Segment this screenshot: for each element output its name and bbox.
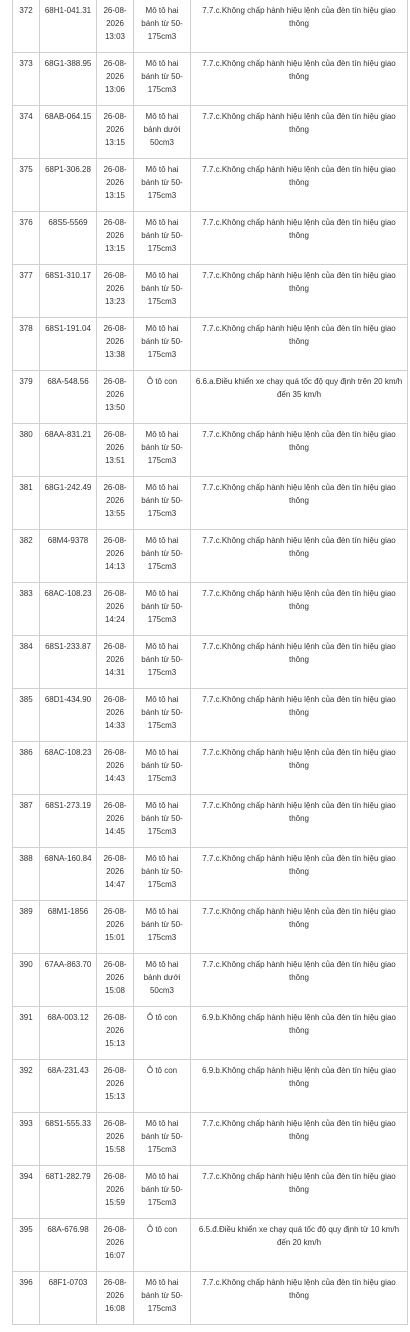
table-row: [13, 53, 408, 106]
table-row: [13, 1166, 408, 1219]
violation-description-cell: 7.7.c.Không chấp hành hiệu lệnh của đèn tín hiệu giao thông: [191, 689, 408, 742]
violation-description-cell: 7.7.c.Không chấp hành hiệu lệnh của đèn tín hiệu giao thông: [191, 795, 408, 848]
violation-time-cell: 26-08-2026 14:47: [97, 848, 134, 901]
vehicle-type-cell: Mô tô hai bánh từ 50-175cm3: [134, 159, 191, 212]
row-number-cell: 377: [13, 265, 40, 318]
violation-time-cell: 26-08-2026 15:08: [97, 954, 134, 1007]
table-row: [13, 1219, 408, 1272]
violation-time-cell: 26-08-2026 15:13: [97, 1007, 134, 1060]
row-number-cell: 384: [13, 636, 40, 689]
license-plate-cell: 68P1-306.28: [40, 159, 97, 212]
table-row: [13, 583, 408, 636]
table-row: [13, 424, 408, 477]
violation-time-cell: 26-08-2026 13:06: [97, 53, 134, 106]
license-plate-cell: 68M4-9378: [40, 530, 97, 583]
license-plate-cell: 68M1-1856: [40, 901, 97, 954]
license-plate-cell: 68NA-160.84: [40, 848, 97, 901]
vehicle-type-cell: Mô tô hai bánh từ 50-175cm3: [134, 0, 191, 53]
vehicle-type-cell: Mô tô hai bánh từ 50-175cm3: [134, 1272, 191, 1325]
row-number-cell: 376: [13, 212, 40, 265]
license-plate-cell: 68T1-282.79: [40, 1166, 97, 1219]
vehicle-type-cell: Mô tô hai bánh từ 50-175cm3: [134, 424, 191, 477]
violation-time-cell: 26-08-2026 15:59: [97, 1166, 134, 1219]
row-number-cell: 383: [13, 583, 40, 636]
license-plate-cell: 68H1-041.31: [40, 0, 97, 53]
vehicle-type-cell: Mô tô hai bánh từ 50-175cm3: [134, 742, 191, 795]
license-plate-cell: 67AA-863.70: [40, 954, 97, 1007]
violation-description-cell: 7.7.c.Không chấp hành hiệu lệnh của đèn tín hiệu giao thông: [191, 848, 408, 901]
violation-description-cell: 7.7.c.Không chấp hành hiệu lệnh của đèn tín hiệu giao thông: [191, 0, 408, 53]
license-plate-cell: 68S1-233.87: [40, 636, 97, 689]
row-number-cell: 372: [13, 0, 40, 53]
violation-description-cell: 7.7.c.Không chấp hành hiệu lệnh của đèn tín hiệu giao thông: [191, 636, 408, 689]
vehicle-type-cell: Ô tô con: [134, 371, 191, 424]
row-number-cell: 382: [13, 530, 40, 583]
vehicle-type-cell: Mô tô hai bánh từ 50-175cm3: [134, 318, 191, 371]
table-row: [13, 477, 408, 530]
row-number-cell: 386: [13, 742, 40, 795]
violation-time-cell: 26-08-2026 13:15: [97, 106, 134, 159]
violation-description-cell: 7.7.c.Không chấp hành hiệu lệnh của đèn tín hiệu giao thông: [191, 424, 408, 477]
vehicle-type-cell: Mô tô hai bánh từ 50-175cm3: [134, 212, 191, 265]
row-number-cell: 388: [13, 848, 40, 901]
violation-description-cell: 7.7.c.Không chấp hành hiệu lệnh của đèn tín hiệu giao thông: [191, 954, 408, 1007]
license-plate-cell: 68S1-310.17: [40, 265, 97, 318]
violation-description-cell: 7.7.c.Không chấp hành hiệu lệnh của đèn tín hiệu giao thông: [191, 901, 408, 954]
table-row: [13, 265, 408, 318]
table-row: [13, 159, 408, 212]
vehicle-type-cell: Ô tô con: [134, 1060, 191, 1113]
violation-time-cell: 26-08-2026 14:24: [97, 583, 134, 636]
row-number-cell: 387: [13, 795, 40, 848]
table-row: [13, 371, 408, 424]
violation-description-cell: 6.5.đ.Điều khiển xe chạy quá tốc độ quy định từ 10 km/h đến 20 km/h: [191, 1219, 408, 1272]
violation-time-cell: 26-08-2026 13:51: [97, 424, 134, 477]
violation-description-cell: 7.7.c.Không chấp hành hiệu lệnh của đèn tín hiệu giao thông: [191, 53, 408, 106]
table-row: [13, 954, 408, 1007]
row-number-cell: 379: [13, 371, 40, 424]
violation-description-cell: 7.7.c.Không chấp hành hiệu lệnh của đèn tín hiệu giao thông: [191, 265, 408, 318]
license-plate-cell: 68S1-555.33: [40, 1113, 97, 1166]
row-number-cell: 394: [13, 1166, 40, 1219]
vehicle-type-cell: Mô tô hai bánh dưới 50cm3: [134, 954, 191, 1007]
violation-time-cell: 26-08-2026 14:43: [97, 742, 134, 795]
violation-description-cell: 6.6.a.Điều khiển xe chạy quá tốc độ quy định trên 20 km/h đến 35 km/h: [191, 371, 408, 424]
license-plate-cell: 68S1-191.04: [40, 318, 97, 371]
table-row: [13, 795, 408, 848]
violation-time-cell: 26-08-2026 13:03: [97, 0, 134, 53]
row-number-cell: 380: [13, 424, 40, 477]
violation-time-cell: 26-08-2026 13:55: [97, 477, 134, 530]
table-row: [13, 530, 408, 583]
violation-time-cell: 26-08-2026 13:38: [97, 318, 134, 371]
vehicle-type-cell: Mô tô hai bánh từ 50-175cm3: [134, 795, 191, 848]
license-plate-cell: 68D1-434.90: [40, 689, 97, 742]
table-row: [13, 318, 408, 371]
row-number-cell: 378: [13, 318, 40, 371]
table-row: [13, 1007, 408, 1060]
violation-description-cell: 7.7.c.Không chấp hành hiệu lệnh của đèn tín hiệu giao thông: [191, 106, 408, 159]
row-number-cell: 389: [13, 901, 40, 954]
license-plate-cell: 68G1-388.95: [40, 53, 97, 106]
violations-table: [12, 0, 408, 1325]
license-plate-cell: 68A-676.98: [40, 1219, 97, 1272]
license-plate-cell: 68A-231.43: [40, 1060, 97, 1113]
vehicle-type-cell: Mô tô hai bánh từ 50-175cm3: [134, 265, 191, 318]
violation-time-cell: 26-08-2026 14:45: [97, 795, 134, 848]
table-row: [13, 848, 408, 901]
row-number-cell: 381: [13, 477, 40, 530]
row-number-cell: 374: [13, 106, 40, 159]
violation-description-cell: 7.7.c.Không chấp hành hiệu lệnh của đèn tín hiệu giao thông: [191, 530, 408, 583]
license-plate-cell: 68AC-108.23: [40, 742, 97, 795]
vehicle-type-cell: Mô tô hai bánh từ 50-175cm3: [134, 636, 191, 689]
violation-time-cell: 26-08-2026 13:15: [97, 212, 134, 265]
license-plate-cell: 68G1-242.49: [40, 477, 97, 530]
violation-description-cell: 7.7.c.Không chấp hành hiệu lệnh của đèn tín hiệu giao thông: [191, 742, 408, 795]
table-row: [13, 0, 408, 53]
license-plate-cell: 68AA-831.21: [40, 424, 97, 477]
license-plate-cell: 68F1-0703: [40, 1272, 97, 1325]
row-number-cell: 392: [13, 1060, 40, 1113]
row-number-cell: 395: [13, 1219, 40, 1272]
table-row: [13, 1113, 408, 1166]
violation-time-cell: 26-08-2026 15:01: [97, 901, 134, 954]
violation-description-cell: 7.7.c.Không chấp hành hiệu lệnh của đèn tín hiệu giao thông: [191, 477, 408, 530]
violation-description-cell: 7.7.c.Không chấp hành hiệu lệnh của đèn tín hiệu giao thông: [191, 1166, 408, 1219]
vehicle-type-cell: Mô tô hai bánh từ 50-175cm3: [134, 53, 191, 106]
violation-time-cell: 26-08-2026 15:58: [97, 1113, 134, 1166]
table-row: [13, 742, 408, 795]
violation-time-cell: 26-08-2026 16:08: [97, 1272, 134, 1325]
vehicle-type-cell: Mô tô hai bánh từ 50-175cm3: [134, 583, 191, 636]
violation-description-cell: 6.9.b.Không chấp hành hiệu lệnh của đèn tín hiệu giao thông: [191, 1060, 408, 1113]
license-plate-cell: 68S1-273.19: [40, 795, 97, 848]
license-plate-cell: 68S5-5569: [40, 212, 97, 265]
table-row: [13, 689, 408, 742]
vehicle-type-cell: Mô tô hai bánh từ 50-175cm3: [134, 1113, 191, 1166]
row-number-cell: 375: [13, 159, 40, 212]
table-row: [13, 212, 408, 265]
table-row: [13, 1272, 408, 1325]
violation-description-cell: 7.7.c.Không chấp hành hiệu lệnh của đèn tín hiệu giao thông: [191, 1272, 408, 1325]
violation-time-cell: 26-08-2026 14:33: [97, 689, 134, 742]
violation-time-cell: 26-08-2026 14:13: [97, 530, 134, 583]
vehicle-type-cell: Mô tô hai bánh từ 50-175cm3: [134, 530, 191, 583]
violation-description-cell: 7.7.c.Không chấp hành hiệu lệnh của đèn tín hiệu giao thông: [191, 318, 408, 371]
violation-time-cell: 26-08-2026 14:31: [97, 636, 134, 689]
vehicle-type-cell: Mô tô hai bánh từ 50-175cm3: [134, 689, 191, 742]
vehicle-type-cell: Mô tô hai bánh từ 50-175cm3: [134, 1166, 191, 1219]
violation-time-cell: 26-08-2026 15:13: [97, 1060, 134, 1113]
license-plate-cell: 68AB-064.15: [40, 106, 97, 159]
table-row: [13, 106, 408, 159]
vehicle-type-cell: Mô tô hai bánh từ 50-175cm3: [134, 848, 191, 901]
violation-time-cell: 26-08-2026 13:23: [97, 265, 134, 318]
vehicle-type-cell: Mô tô hai bánh từ 50-175cm3: [134, 901, 191, 954]
license-plate-cell: 68A-003.12: [40, 1007, 97, 1060]
row-number-cell: 390: [13, 954, 40, 1007]
violation-description-cell: 7.7.c.Không chấp hành hiệu lệnh của đèn tín hiệu giao thông: [191, 212, 408, 265]
violation-description-cell: 7.7.c.Không chấp hành hiệu lệnh của đèn tín hiệu giao thông: [191, 1113, 408, 1166]
vehicle-type-cell: Ô tô con: [134, 1007, 191, 1060]
violation-time-cell: 26-08-2026 13:15: [97, 159, 134, 212]
table-row: [13, 636, 408, 689]
violation-description-cell: 7.7.c.Không chấp hành hiệu lệnh của đèn tín hiệu giao thông: [191, 159, 408, 212]
vehicle-type-cell: Mô tô hai bánh từ 50-175cm3: [134, 477, 191, 530]
table-row: [13, 1060, 408, 1113]
violation-description-cell: 6.9.b.Không chấp hành hiệu lệnh của đèn tín hiệu giao thông: [191, 1007, 408, 1060]
violations-table-body: [13, 0, 408, 1325]
license-plate-cell: 68AC-108.23: [40, 583, 97, 636]
vehicle-type-cell: Ô tô con: [134, 1219, 191, 1272]
row-number-cell: 393: [13, 1113, 40, 1166]
table-row: [13, 901, 408, 954]
violation-description-cell: 7.7.c.Không chấp hành hiệu lệnh của đèn tín hiệu giao thông: [191, 583, 408, 636]
row-number-cell: 373: [13, 53, 40, 106]
row-number-cell: 396: [13, 1272, 40, 1325]
row-number-cell: 391: [13, 1007, 40, 1060]
license-plate-cell: 68A-548.56: [40, 371, 97, 424]
row-number-cell: 385: [13, 689, 40, 742]
violation-time-cell: 26-08-2026 16:07: [97, 1219, 134, 1272]
violation-time-cell: 26-08-2026 13:50: [97, 371, 134, 424]
vehicle-type-cell: Mô tô hai bánh dưới 50cm3: [134, 106, 191, 159]
